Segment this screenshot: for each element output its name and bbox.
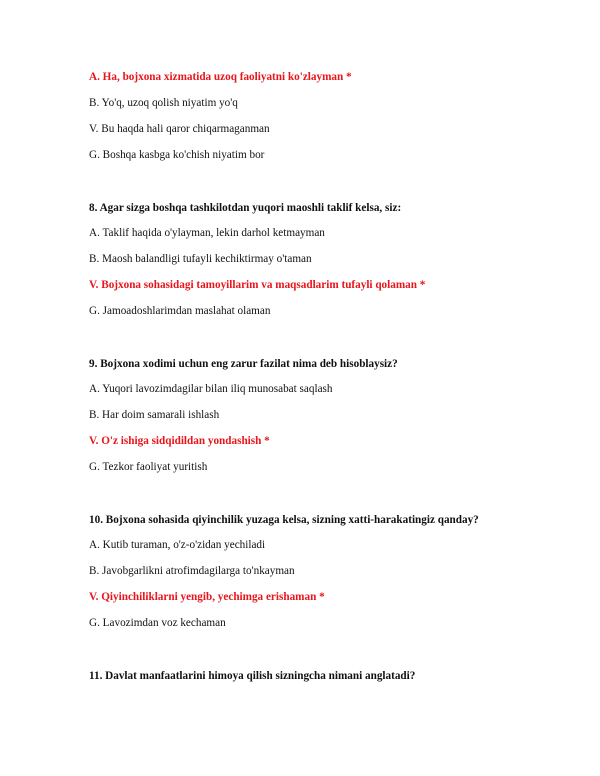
answer-option-correct: V. Qiyinchiliklarni yengib, yechimga erishaman * (89, 591, 325, 603)
answer-option: G. Lavozimdan voz kechaman (89, 617, 226, 629)
answer-option: G. Tezkor faoliyat yuritish (89, 461, 208, 473)
question-8-text: 8. Agar sizga boshqa tashkilotdan yuqori maoshli taklif kelsa, siz: (89, 202, 402, 214)
answer-option-correct: A. Ha, bojxona xizmatida uzoq faoliyatni ko'zlayman * (89, 71, 352, 83)
answer-option: A. Yuqori lavozimdagilar bilan iliq munosabat saqlash (89, 383, 333, 395)
question-11-text: 11. Davlat manfaatlarini himoya qilish sizningcha nimani anglatadi? (89, 670, 416, 682)
answer-option: A. Taklif haqida o'ylayman, lekin darhol ketmayman (89, 227, 325, 239)
question-10-text: 10. Bojxona sohasida qiyinchilik yuzaga kelsa, sizning xatti-harakatingiz qanday? (89, 514, 479, 526)
answer-option: V. Bu haqda hali qaror chiqarmaganman (89, 123, 270, 135)
question-9-text: 9. Bojxona xodimi uchun eng zarur fazilat nima deb hisoblaysiz? (89, 358, 398, 370)
answer-option-correct: V. O'z ishiga sidqidildan yondashish * (89, 435, 270, 447)
answer-option: B. Maosh balandligi tufayli kechiktirmay o'taman (89, 253, 312, 265)
answer-option: B. Yo'q, uzoq qolish niyatim yo'q (89, 97, 238, 109)
answer-option: B. Har doim samarali ishlash (89, 409, 220, 421)
answer-option: A. Kutib turaman, o'z-o'zidan yechiladi (89, 539, 266, 551)
answer-option-correct: V. Bojxona sohasidagi tamoyillarim va maqsadlarim tufayli qolaman * (89, 279, 426, 291)
answer-option: G. Jamoadoshlarimdan maslahat olaman (89, 305, 271, 317)
answer-option: B. Javobgarlikni atrofimdagilarga to'nkayman (89, 565, 295, 577)
answer-option: G. Boshqa kasbga ko'chish niyatim bor (89, 149, 265, 161)
